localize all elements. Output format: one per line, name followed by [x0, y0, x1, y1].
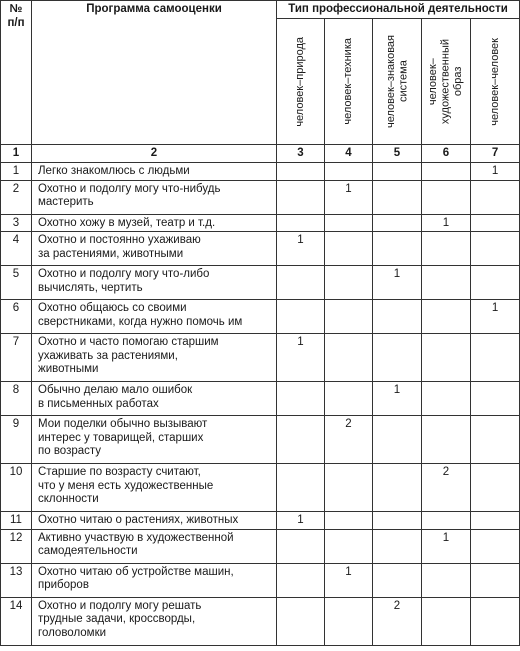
column-index-row	[1, 145, 520, 163]
row-number: 9	[1, 416, 32, 464]
score-cell	[422, 416, 471, 464]
type-header-human: человек–человек	[471, 19, 520, 145]
score-cell	[422, 266, 471, 300]
row-number: 2	[1, 180, 32, 214]
score-cell	[422, 597, 471, 645]
score-cell: 2	[373, 597, 422, 645]
score-cell	[373, 563, 422, 597]
table-row	[1, 512, 520, 530]
statement-text: Охотно и подолгу могу решать трудные задачи, кроссворды, головоломки	[32, 597, 277, 645]
column-index: 6	[422, 145, 471, 163]
score-cell	[277, 214, 325, 232]
score-cell	[373, 232, 422, 266]
row-number: 1	[1, 163, 32, 181]
score-cell	[325, 529, 373, 563]
score-cell	[277, 180, 325, 214]
statement-text: Мои поделки обычно вызывают интерес у товарищей, старших по возрасту	[32, 416, 277, 464]
score-cell	[471, 214, 520, 232]
score-cell	[471, 334, 520, 382]
score-cell	[373, 416, 422, 464]
score-cell: 1	[422, 214, 471, 232]
statement-text: Охотно и подолгу могу что-либо вычислять, чертить	[32, 266, 277, 300]
score-cell	[277, 597, 325, 645]
type-header-sign-system: человек–знаковая система	[373, 19, 422, 145]
column-index: 5	[373, 145, 422, 163]
row-number: 3	[1, 214, 32, 232]
statement-text: Охотно и постоянно ухаживаю за растениями, животными	[32, 232, 277, 266]
number-header: № п/п	[1, 1, 32, 145]
score-cell	[471, 512, 520, 530]
row-number: 13	[1, 563, 32, 597]
score-cell: 1	[373, 266, 422, 300]
table-row	[1, 300, 520, 334]
score-cell	[277, 266, 325, 300]
row-number: 7	[1, 334, 32, 382]
score-cell	[422, 163, 471, 181]
row-number: 4	[1, 232, 32, 266]
program-header: Программа самооценки	[32, 1, 277, 145]
score-cell: 1	[325, 563, 373, 597]
score-cell	[277, 300, 325, 334]
score-cell	[325, 163, 373, 181]
table-row	[1, 163, 520, 181]
statement-text: Охотно общаюсь со своими сверстниками, когда нужно помочь им	[32, 300, 277, 334]
score-cell	[422, 382, 471, 416]
table-row	[1, 597, 520, 645]
type-header-technics: человек–техника	[325, 19, 373, 145]
statement-text: Охотно хожу в музей, театр и т.д.	[32, 214, 277, 232]
score-cell	[422, 180, 471, 214]
score-cell	[422, 512, 471, 530]
column-index: 7	[471, 145, 520, 163]
column-index: 4	[325, 145, 373, 163]
score-cell	[373, 464, 422, 512]
score-cell: 1	[471, 300, 520, 334]
score-cell: 1	[422, 529, 471, 563]
score-cell	[422, 232, 471, 266]
score-cell	[373, 163, 422, 181]
score-cell	[373, 529, 422, 563]
score-cell	[325, 382, 373, 416]
score-cell	[471, 266, 520, 300]
score-cell	[373, 180, 422, 214]
table-row	[1, 180, 520, 214]
score-cell	[325, 214, 373, 232]
score-cell	[471, 416, 520, 464]
table-body	[1, 163, 520, 646]
row-number: 12	[1, 529, 32, 563]
score-cell	[325, 512, 373, 530]
table-row	[1, 529, 520, 563]
score-cell: 1	[277, 512, 325, 530]
score-cell	[325, 266, 373, 300]
column-index: 3	[277, 145, 325, 163]
score-cell: 2	[325, 416, 373, 464]
table-row	[1, 563, 520, 597]
score-cell	[422, 300, 471, 334]
score-cell	[277, 416, 325, 464]
activity-type-header: Тип профессиональной деятельности	[277, 1, 520, 19]
statement-text: Старшие по возрасту считают, что у меня есть художественные склонности	[32, 464, 277, 512]
score-cell	[373, 214, 422, 232]
row-number: 11	[1, 512, 32, 530]
score-cell	[325, 334, 373, 382]
score-cell	[422, 334, 471, 382]
score-cell: 2	[422, 464, 471, 512]
score-cell	[471, 232, 520, 266]
column-index: 1	[1, 145, 32, 163]
score-cell	[325, 597, 373, 645]
score-cell	[471, 597, 520, 645]
statement-text: Активно участвую в художественной самодеятельности	[32, 529, 277, 563]
score-cell: 1	[277, 334, 325, 382]
table-row	[1, 232, 520, 266]
table-row	[1, 214, 520, 232]
table-row	[1, 334, 520, 382]
table-row	[1, 464, 520, 512]
type-header-artistic-image: человек– художественный образ	[422, 19, 471, 145]
column-index: 2	[32, 145, 277, 163]
score-cell	[277, 382, 325, 416]
statement-text: Обычно делаю мало ошибок в письменных работах	[32, 382, 277, 416]
score-cell	[277, 529, 325, 563]
score-cell	[422, 563, 471, 597]
row-number: 6	[1, 300, 32, 334]
table-row	[1, 416, 520, 464]
type-header-nature: человек–природа	[277, 19, 325, 145]
score-cell	[471, 382, 520, 416]
statement-text: Охотно и часто помогаю старшим ухаживать за растениями, животными	[32, 334, 277, 382]
score-cell	[277, 563, 325, 597]
score-cell	[471, 464, 520, 512]
statement-text: Охотно и подолгу могу что-нибудь мастерить	[32, 180, 277, 214]
score-cell	[373, 300, 422, 334]
score-cell	[325, 300, 373, 334]
statement-text: Охотно читаю об устройстве машин, приборов	[32, 563, 277, 597]
score-cell	[277, 163, 325, 181]
score-cell	[373, 334, 422, 382]
row-number: 8	[1, 382, 32, 416]
table-row	[1, 266, 520, 300]
score-cell	[471, 529, 520, 563]
score-cell: 1	[277, 232, 325, 266]
score-cell: 1	[373, 382, 422, 416]
score-cell	[373, 512, 422, 530]
row-number: 10	[1, 464, 32, 512]
score-cell: 1	[471, 163, 520, 181]
score-cell	[325, 232, 373, 266]
statement-text: Охотно читаю о растениях, животных	[32, 512, 277, 530]
score-cell	[277, 464, 325, 512]
row-number: 5	[1, 266, 32, 300]
row-number: 14	[1, 597, 32, 645]
statement-text: Легко знакомлюсь с людьми	[32, 163, 277, 181]
table-row	[1, 382, 520, 416]
score-cell	[325, 464, 373, 512]
score-cell: 1	[325, 180, 373, 214]
score-cell	[471, 180, 520, 214]
score-cell	[471, 563, 520, 597]
